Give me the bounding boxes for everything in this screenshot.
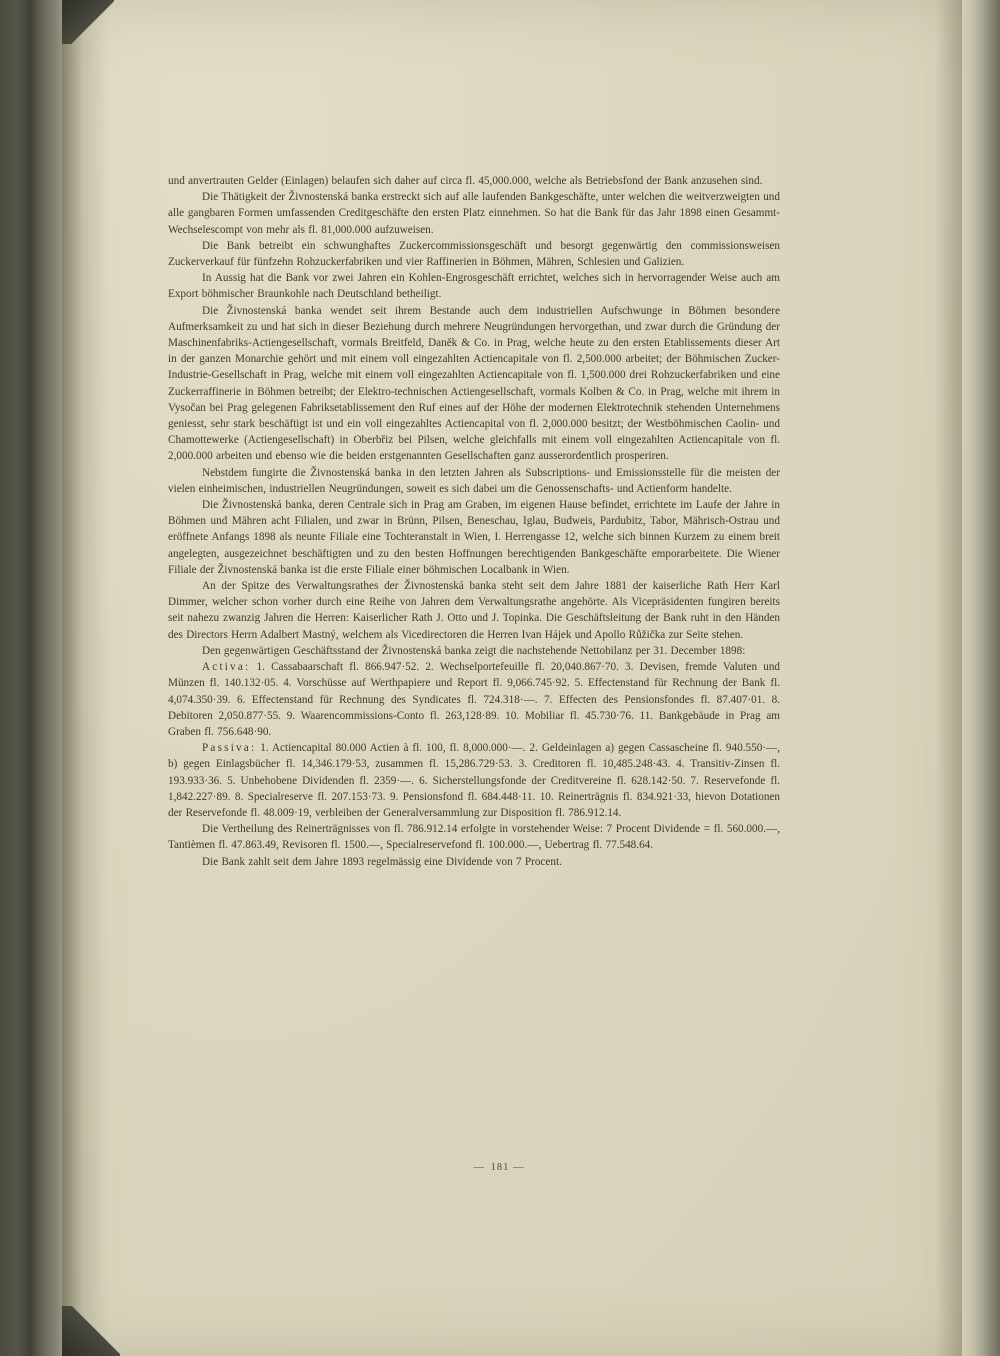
paragraph-emission: Nebstdem fungirte die Živnostenská banka in den letzten Jahren als Subscriptions- und Emissionsstelle für die meisten der vielen einheimischen, industriellen Neugründungen, soweit es sich dabei um die Genossenschafts- und Actienform handelte. [168, 466, 780, 495]
page-folio [0, 1162, 1000, 1173]
paragraph-opening: und anvertrauten Gelder (Einlagen) belaufen sich daher auf circa fl. 45,000.000, welche als Betriebsfond der Bank anzusehen sind. [168, 175, 763, 187]
paragraph-aussig: In Aussig hat die Bank vor zwei Jahren ein Kohlen-Engrosgeschäft errichtet, welches sich in hervorragender Weise auch am Export böhmischer Braunkohle nach Deutschland betheiligt. [168, 272, 780, 301]
paragraph-passiva [168, 740, 780, 821]
activa-heading: Activa: [202, 661, 251, 674]
paragraph-filialen: Die Živnostenská banka, deren Centrale sich in Prag am Graben, im eigenen Hause befindet, errichtete im Laufe der Jahre in Böhmen und Mähren acht Filialen, und zwar in Brünn, Pilsen, Beneschau, Iglau, Budweis, Pardubitz, Tabor, Mährisch-Ostrau und eröffnete Anfangs 1898 als neunte Filiale eine Tochteranstalt in Wien, I. Herrengasse 12, welche sich binnen Kurzem zu einem breit angelegten, ausgezeichnet beschäftigten und zu den besten Hoffnungen berechtigenden Bankgeschäfte emporarbeitete. Die Wiener Filiale der Živnostenská banka ist die erste Filiale einer böhmischen Localbank in Wien. [168, 499, 780, 576]
folio-dash-right: — [513, 1162, 527, 1173]
folio-number: 181 [490, 1162, 510, 1173]
passiva-heading: Passiva: [202, 742, 257, 755]
paragraph-nettobilanz-intro: Den gegenwärtigen Geschäftsstand der Živnostenská banka zeigt die nachstehende Nettobilanz per 31. December 1898: [202, 644, 746, 657]
binding-corner-bottom-left [62, 1306, 120, 1356]
paragraph-activa [168, 659, 780, 740]
folio-dash-left: — [473, 1162, 487, 1173]
body-text-column [168, 173, 780, 870]
paragraph-zucker: Die Bank betreibt ein schwunghaftes Zuckercommissionsgeschäft und besorgt gegenwärtig den commissionsweisen Zuckerverkauf für fünfzehn Rohzuckerfabriken und vier Raffinerien in Böhmen, Mähren, Schlesien und Galizien. [168, 239, 780, 269]
activa-body: 1. Cassabaarschaft fl. 866.947·52. 2. Wechselportefeuille fl. 20,040.867·70. 3. Devisen, fremde Valuten und Münzen fl. 140.132·05. 4. Vorschüsse auf Werthpapiere und Report fl. 9,066.745·92. 5. Effectenstand für Rechnung der Bank fl. 4,074.350·39. 6. Effectenstand für Rechnung des Syndicates fl. 724.318·—. 7. Effecten des Pensionsfondes fl. 87.407·01. 8. Debitoren 2,050.877·55. 9. Waarencommissions-Conto fl. 263,128·89. 10. Mobiliar fl. 45.730·76. 11. Bankgebäude in Prag am Graben fl. 756.648·90. [168, 661, 781, 738]
binding-corner-top-left [62, 0, 114, 44]
passiva-body: 1. Actiencapital 80.000 Actien à fl. 100, fl. 8,000.000·—. 2. Geldeinlagen a) gegen Cassascheine fl. 940.550·—, b) gegen Einlagsbücher fl. 14,346.179·53, zusammen fl. 15,286.729·53. 3. Creditoren fl. 10,485.248·43. 4. Transitiv-Zinsen fl. 193.933·36. 5. Unbehobene Dividenden fl. 2359·—. 6. Sicherstellungsfonde der Creditvereine fl. 628.142·50. 7. Reservefonde fl. 1,842.227·89. 8. Specialreserve fl. 207.153·73. 9. Pensionsfond fl. 684.448·11. 10. Reinerträgnis fl. 834.921·33, hievon Dotationen der Reservefonde fl. 48.009·19, verbleiben der Generalversammlung zur Disposition fl. 786.912.14. [168, 742, 780, 819]
paragraph-verwaltungsrath: An der Spitze des Verwaltungsrathes der Živnostenská banka steht seit dem Jahre 1881 der kaiserliche Rath Herr Karl Dimmer, welcher schon vorher durch eine Reihe von Jahren dem Verwaltungsrathe angehörte. Als Vicepräsidenten fungiren bereits seit nahezu zwanzig Jahren die Herren: Kaiserlicher Rath J. Otto und J. Topinka. Die Geschäftsleitung der Bank ruht in den Händen des Directors Herrn Adalbert Mastný, welchem als Vicedirectoren die Herren Ivan Hájek und Apollo Růžička zur Seite stehen. [168, 580, 780, 641]
paragraph-industrie: Die Živnostenská banka wendet seit ihrem Bestande auch dem industriellen Aufschwunge in Böhmen besondere Aufmerksamkeit zu und hat sich in dieser Beziehung durch mehrere Neugründungen hervorgethan, und zwar durch die Gründung der Maschinenfabriks-Actiengesellschaft, vormals Breitfeld, Daněk & Co. in Prag, welche heute zu den ersten Etablissements dieser Art in der ganzen Monarchie gehört und mit einem voll eingezahlten Actiencapitale von fl. 2,500.000 arbeitet; der Böhmischen Zucker-Industrie-Gesellschaft in Prag, welche mit einem voll eingezahlten Actiencapitale von fl. 1,500.000 drei Rohzuckerfabriken und eine Zuckerraffinerie in Böhmen betreibt; der Elektro-technischen Actiengesellschaft, vormals Kolben & Co. in Prag, welche mit ihrem in Vysočan bei Prag gelegenen Fabriksetablissement den Ruf eines auf der Höhe der modernen Elektrotechnik stehenden Unternehmens geniesst, sehr stark beschäftigt ist und ein voll eingezahltes Actiencapital von fl. 2,000.000 besitzt; der Westböhmischen Caolin- und Chamottewerke (Actiengesellschaft) in Oberbřiz bei Pilsen, welche gleichfalls mit einem voll eingezahlten Actiencapitale von fl. 2,000.000 arbeiten und ebenso wie die beiden erstgenannten Gesellschaften ganz ausserordentlich prosperiren. [168, 304, 780, 463]
paragraph-vertheilung: Die Vertheilung des Reinerträgnisses von fl. 786.912.14 erfolgte in vorstehender Weise: 7 Procent Dividende = fl. 560.000.—, Tantièmen fl. 47.863.49, Revisoren fl. 1500.—, Specialreservefond fl. 100.000.—, Uebertrag fl. 77.548.64. [168, 823, 780, 852]
paragraph-thaetigkeit: Die Thätigkeit der Živnostenská banka erstreckt sich auf alle laufenden Bankgeschäfte, unter welchen die weitverzweigten und alle gangbaren Formen umfassenden Creditgeschäfte den ersten Platz einnehmen. So hat die Bank für das Jahr 1898 einen Gesammt-Wechselescompt von mehr als fl. 81,000.000 aufzuweisen. [168, 191, 780, 236]
paragraph-dividende: Die Bank zahlt seit dem Jahre 1893 regelmässig eine Dividende von 7 Procent. [202, 855, 562, 868]
